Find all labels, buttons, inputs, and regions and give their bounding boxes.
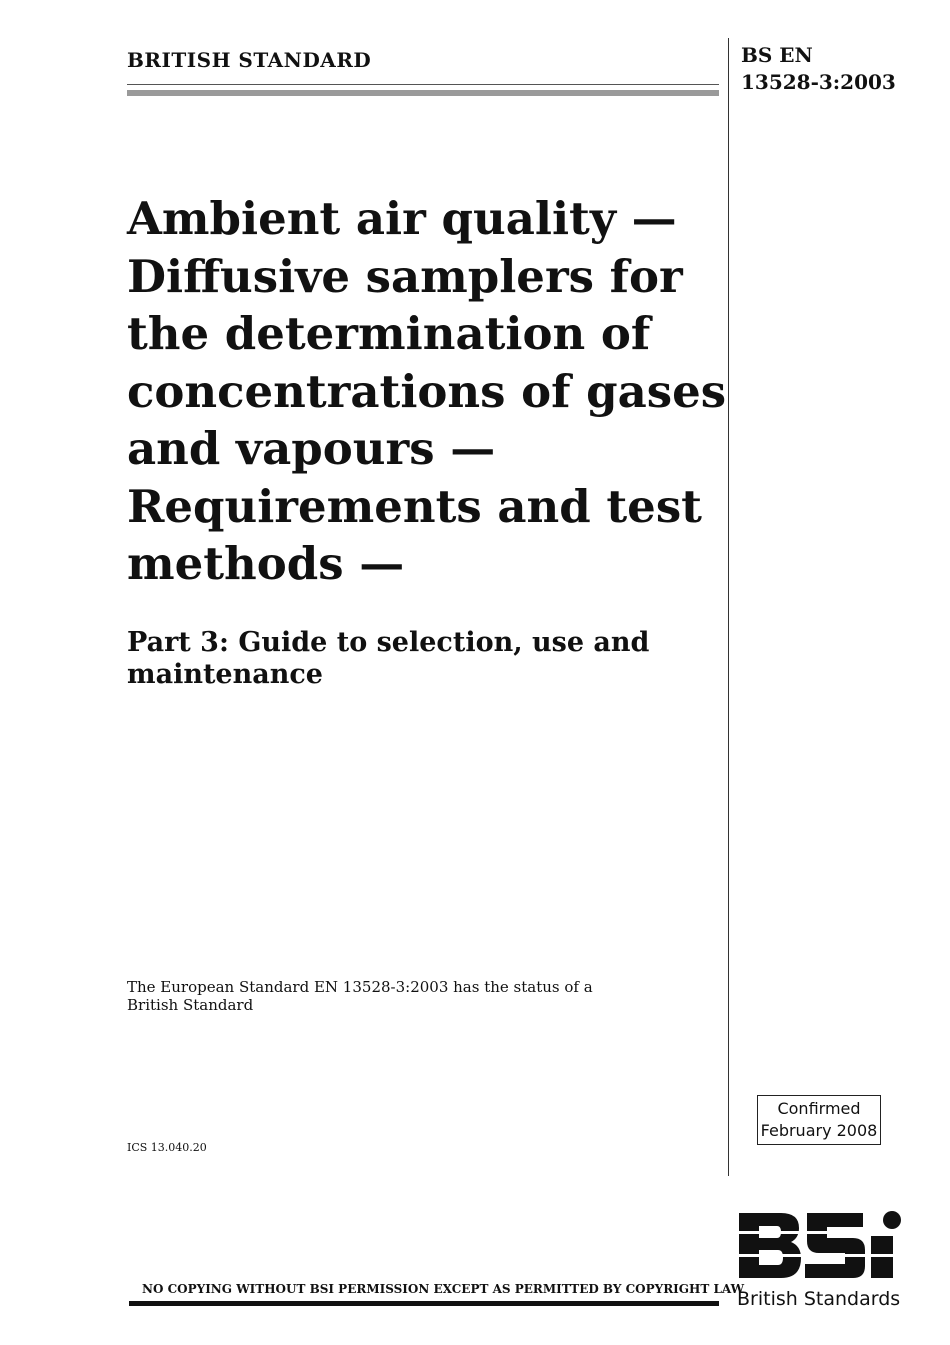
title-line: Diffusive samplers for bbox=[127, 249, 683, 303]
title-line: the determination of bbox=[127, 307, 651, 360]
title-line: Ambient air quality — bbox=[127, 192, 677, 245]
vertical-divider bbox=[728, 38, 729, 1176]
status-line1: The European Standard EN 13528-3:2003 has the status of a bbox=[127, 978, 593, 996]
title-line: Requirements and test bbox=[127, 479, 702, 533]
document-type-label: BRITISH STANDARD bbox=[127, 48, 372, 72]
header-rule-thick bbox=[127, 90, 719, 96]
standard-number bbox=[741, 42, 896, 96]
part-title bbox=[127, 627, 687, 691]
footer-rule bbox=[129, 1301, 719, 1306]
confirmed-line1: Confirmed bbox=[777, 1099, 861, 1118]
title-line: and vapours — bbox=[127, 422, 496, 475]
bsi-logo-mark bbox=[739, 1211, 901, 1278]
part-title-line2: maintenance bbox=[127, 659, 323, 690]
status-statement bbox=[127, 978, 607, 1014]
standard-number-line2: 13528-3:2003 bbox=[741, 70, 896, 94]
copyright-notice: NO COPYING WITHOUT BSI PERMISSION EXCEPT AS PERMITTED BY COPYRIGHT LAW bbox=[142, 1282, 745, 1296]
part-title-line1: Part 3: Guide to selection, use and bbox=[127, 627, 650, 658]
title-line: concentrations of gases bbox=[127, 364, 727, 418]
standard-number-line1: BS EN bbox=[741, 43, 813, 67]
status-line2: British Standard bbox=[127, 996, 254, 1014]
ics-code: ICS 13.040.20 bbox=[127, 1141, 207, 1154]
confirmed-line2: February 2008 bbox=[760, 1121, 878, 1140]
main-title bbox=[127, 190, 727, 593]
bsi-logo-text: British Standards bbox=[737, 1288, 901, 1310]
header-rule-thin bbox=[127, 84, 719, 85]
confirmed-stamp bbox=[757, 1095, 881, 1145]
title-line: methods — bbox=[127, 537, 405, 590]
